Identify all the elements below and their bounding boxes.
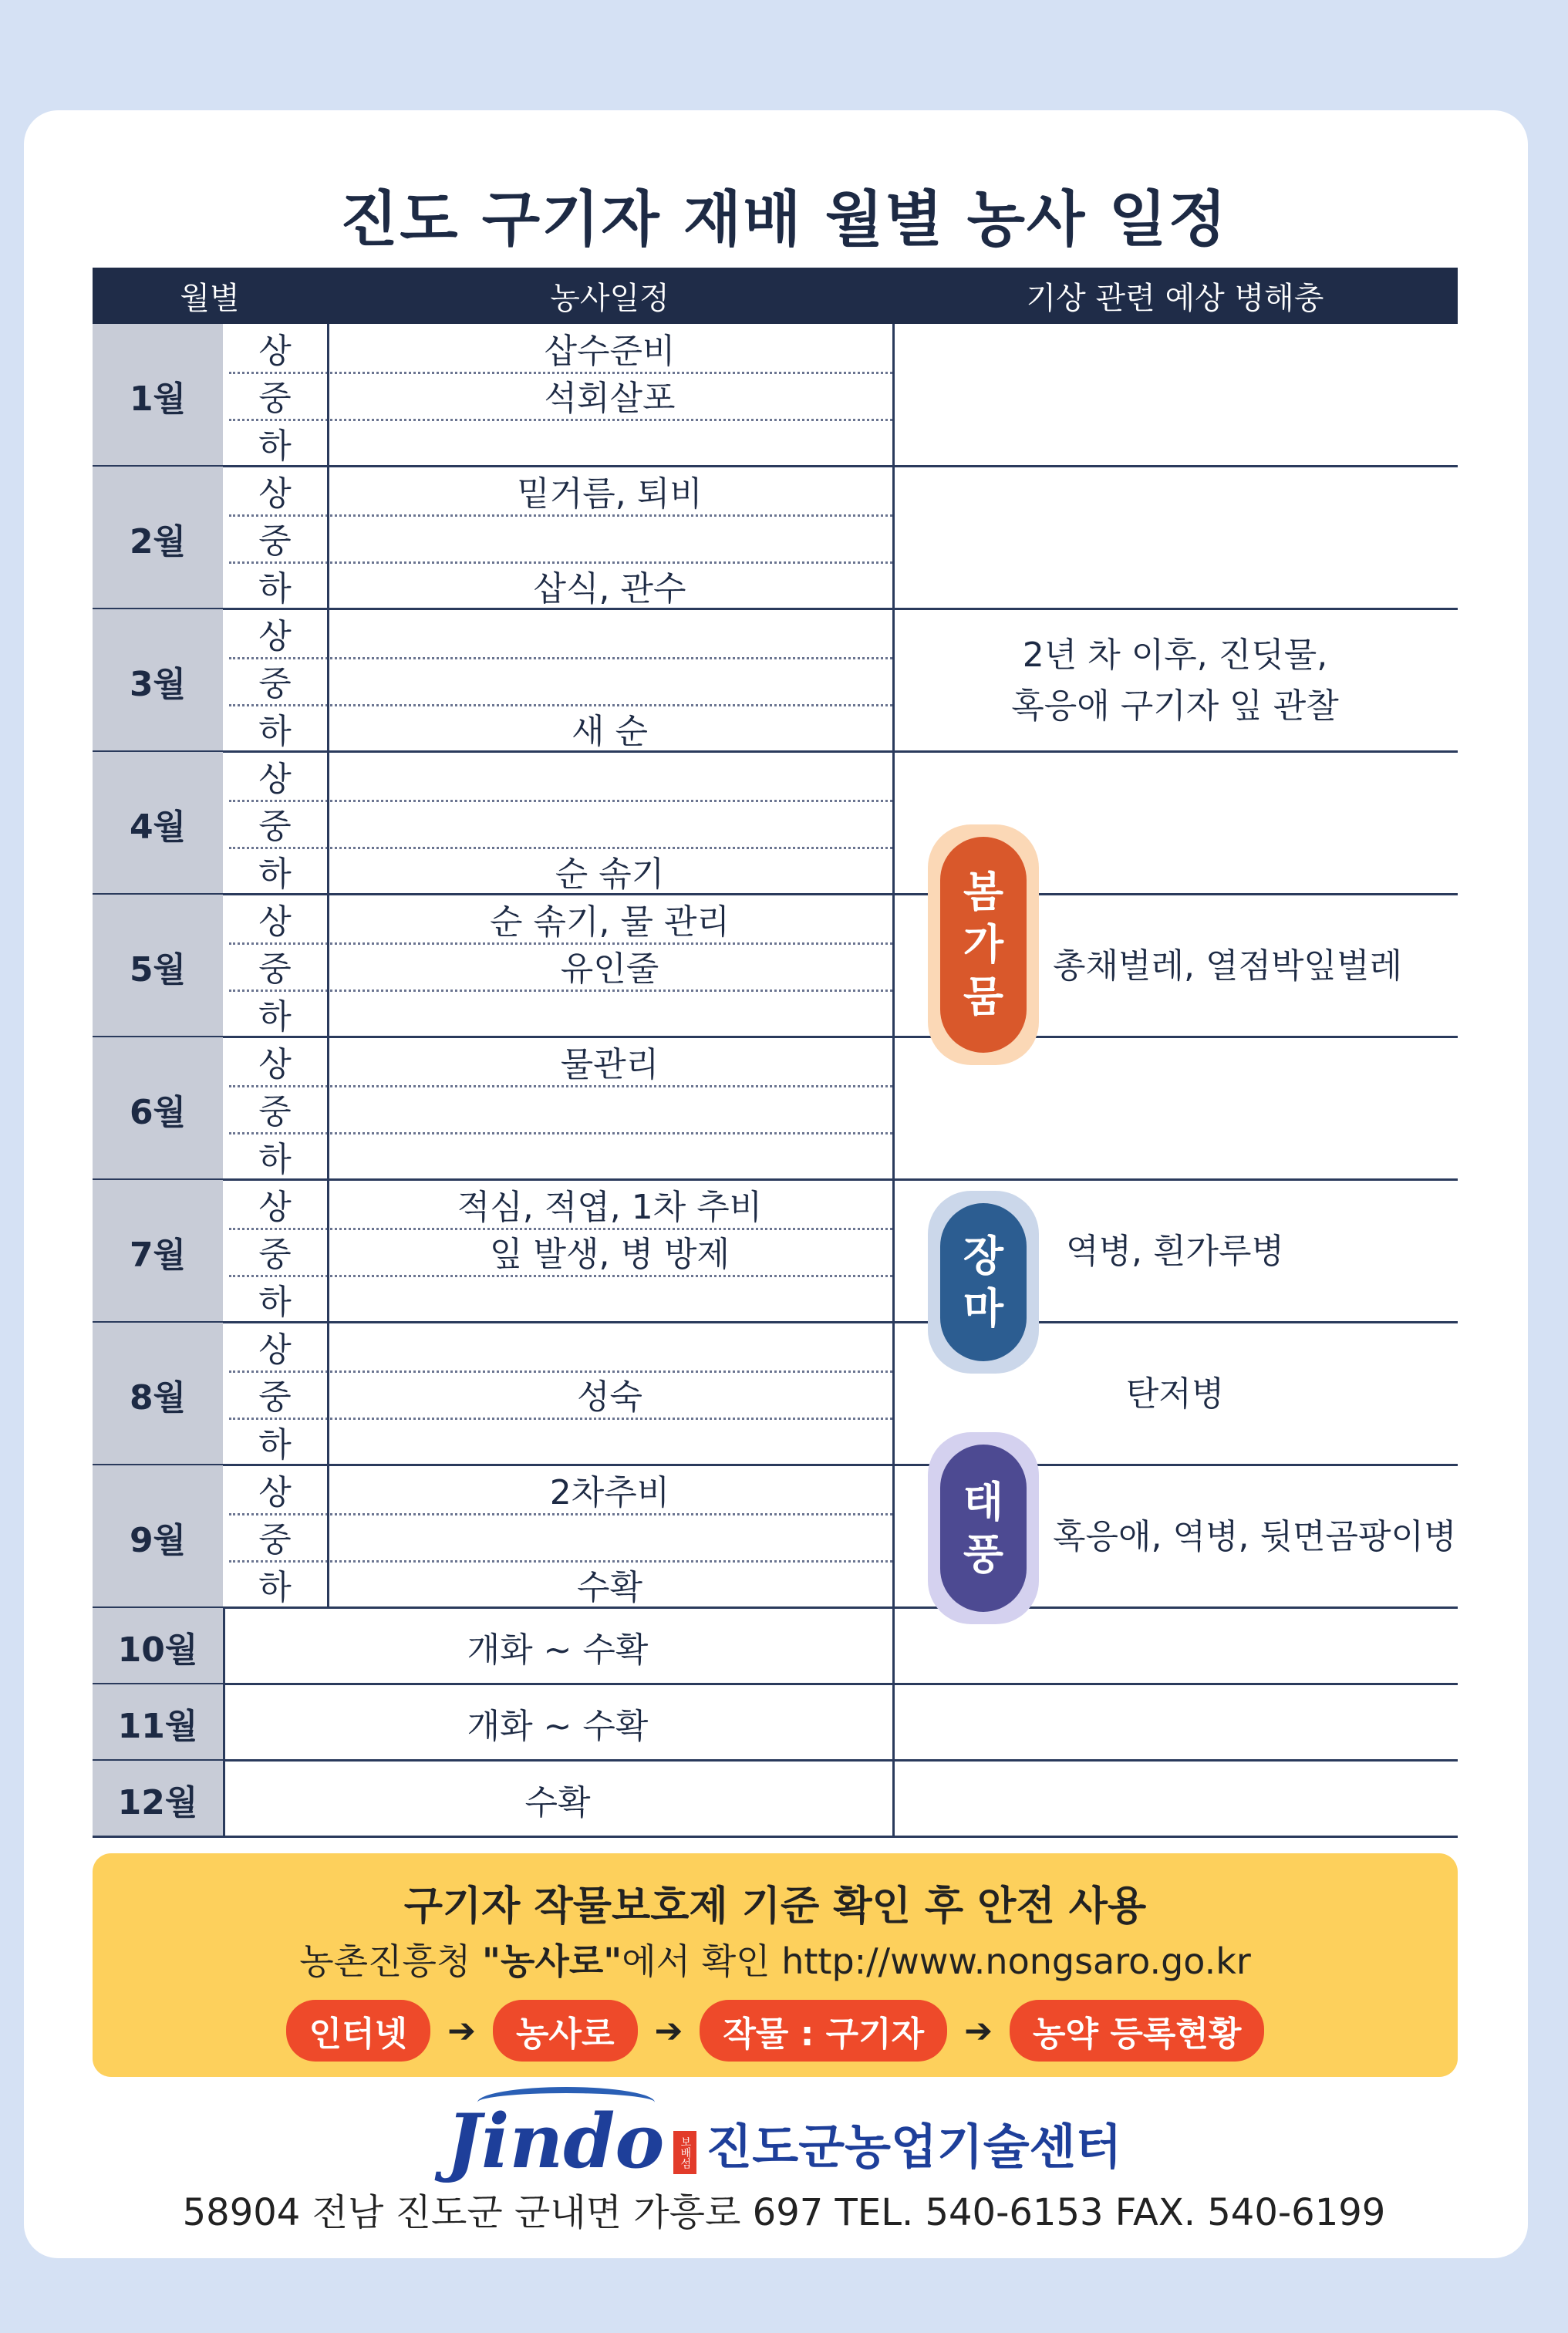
period-label: 중 bbox=[258, 807, 292, 847]
pest-note bbox=[1053, 941, 1546, 992]
period-label: 중 bbox=[258, 1377, 292, 1418]
weather-badge bbox=[940, 837, 1027, 1053]
period-label: 하 bbox=[258, 569, 292, 609]
schedule-item: 개화 ~ 수확 bbox=[467, 1630, 649, 1670]
weather-char: 마 bbox=[963, 1283, 1004, 1333]
month-label: 10월 bbox=[93, 1608, 223, 1684]
column-divider bbox=[892, 324, 895, 1837]
step-badge: 작물 : 구기자 bbox=[700, 2000, 947, 2062]
month-label: 6월 bbox=[93, 1037, 223, 1180]
step-badge: 인터넷 bbox=[286, 2000, 431, 2062]
pest-note-line: 역병, 흰가루병 bbox=[1066, 1231, 1284, 1271]
month-label: 5월 bbox=[93, 895, 223, 1037]
arrow-right-icon: ➔ bbox=[654, 2011, 683, 2051]
period-label: 상 bbox=[258, 1330, 292, 1370]
period-label: 상 bbox=[258, 474, 292, 514]
pest-note bbox=[1053, 1512, 1546, 1563]
schedule-item: 성숙 bbox=[576, 1377, 642, 1418]
schedule-item bbox=[327, 752, 892, 800]
pest-note-line: 총채벌레, 열점박잎벌레 bbox=[1053, 946, 1403, 986]
weather-char: 봄 bbox=[963, 868, 1004, 916]
period-label: 중 bbox=[258, 664, 292, 704]
page-title: 진도 구기자 재배 월별 농사 일정 bbox=[339, 185, 1229, 255]
schedule-item: 삽식, 관수 bbox=[533, 569, 686, 609]
address: 58904 전남 진도군 군내면 가흥로 697 TEL. 540-6153 FAX. 540-6199 bbox=[182, 2191, 1386, 2234]
schedule-item: 순 솎기 bbox=[555, 855, 665, 895]
logo-text: Jindo bbox=[446, 2098, 665, 2185]
period-label: 중 bbox=[258, 949, 292, 990]
month-label: 3월 bbox=[93, 609, 223, 752]
column-divider bbox=[223, 1608, 225, 1837]
month-label: 8월 bbox=[93, 1323, 223, 1465]
period-label: 상 bbox=[258, 1044, 292, 1084]
pest-note bbox=[892, 1369, 1458, 1420]
notice-site-name: "농사로" bbox=[482, 1940, 622, 1982]
schedule-item bbox=[327, 1132, 892, 1180]
schedule-item: 수확 bbox=[576, 1568, 642, 1608]
weather-char: 태 bbox=[963, 1477, 1004, 1526]
schedule-item bbox=[327, 1513, 892, 1561]
schedule-item bbox=[327, 609, 892, 657]
weather-char: 뭄 bbox=[963, 973, 1004, 1021]
jindo-logo bbox=[447, 2098, 665, 2185]
month-label: 9월 bbox=[93, 1465, 223, 1608]
notice-url[interactable]: 에서 확인 http://www.nongsaro.go.kr bbox=[622, 1940, 1251, 1982]
period-label: 상 bbox=[258, 1187, 292, 1227]
month-label: 1월 bbox=[93, 324, 223, 467]
month-label: 2월 bbox=[93, 467, 223, 609]
column-divider bbox=[327, 324, 329, 1608]
weather-char: 가 bbox=[963, 920, 1004, 969]
schedule-item: 삽수준비 bbox=[544, 331, 676, 371]
period-label: 중 bbox=[258, 379, 292, 419]
weather-badge bbox=[940, 1445, 1027, 1612]
org-logo bbox=[0, 2098, 1568, 2185]
month-label: 12월 bbox=[93, 1761, 223, 1837]
period-label: 하 bbox=[258, 1425, 292, 1465]
period-label: 상 bbox=[258, 616, 292, 656]
period-label: 하 bbox=[258, 1568, 292, 1608]
schedule-table bbox=[93, 268, 1458, 1837]
steps-flow bbox=[93, 2000, 1458, 2062]
schedule-item: 유인줄 bbox=[560, 949, 659, 990]
arrow-right-icon: ➔ bbox=[964, 2011, 993, 2051]
period-label: 중 bbox=[258, 1520, 292, 1560]
notice-prefix: 농촌진흥청 bbox=[299, 1940, 482, 1982]
period-label: 하 bbox=[258, 426, 292, 467]
period-label: 중 bbox=[258, 1235, 292, 1275]
month-divider bbox=[93, 1836, 1458, 1838]
weather-badge bbox=[940, 1203, 1027, 1361]
period-label: 상 bbox=[258, 1472, 292, 1512]
schedule-item bbox=[327, 1418, 892, 1465]
pest-note-line: 2년 차 이후, 진딧물, bbox=[1022, 635, 1328, 675]
period-label: 하 bbox=[258, 1283, 292, 1323]
header-month: 월별 bbox=[93, 268, 327, 324]
schedule-item: 밑거름, 퇴비 bbox=[517, 474, 703, 514]
pest-note bbox=[892, 630, 1458, 732]
schedule-item bbox=[327, 514, 892, 562]
schedule-item bbox=[327, 1275, 892, 1323]
notice-line bbox=[93, 1933, 1458, 1984]
period-label: 하 bbox=[258, 712, 292, 752]
month-label: 11월 bbox=[93, 1684, 223, 1761]
pest-note-line: 혹응애, 역병, 뒷면곰팡이병 bbox=[1053, 1516, 1457, 1556]
month-label: 4월 bbox=[93, 752, 223, 895]
period-label: 상 bbox=[258, 902, 292, 942]
period-label: 하 bbox=[258, 997, 292, 1037]
schedule-item bbox=[327, 657, 892, 705]
schedule-item: 2차추비 bbox=[549, 1472, 670, 1512]
schedule-item: 개화 ~ 수확 bbox=[467, 1706, 649, 1746]
pest-note-line: 탄저병 bbox=[1125, 1374, 1225, 1414]
schedule-item bbox=[327, 1085, 892, 1133]
schedule-item: 물관리 bbox=[560, 1044, 659, 1084]
step-badge: 농사로 bbox=[493, 2000, 638, 2062]
schedule-item bbox=[327, 1323, 892, 1370]
schedule-item: 새 순 bbox=[572, 712, 648, 752]
weather-char: 풍 bbox=[963, 1529, 1004, 1579]
period-label: 상 bbox=[258, 759, 292, 799]
step-badge: 농약 등록현황 bbox=[1010, 2000, 1264, 2062]
schedule-item: 수확 bbox=[524, 1782, 591, 1822]
schedule-item bbox=[327, 990, 892, 1037]
notice-box bbox=[93, 1853, 1458, 2077]
period-label: 하 bbox=[258, 1140, 292, 1180]
schedule-item bbox=[327, 800, 892, 848]
month-label: 7월 bbox=[93, 1180, 223, 1323]
period-label: 중 bbox=[258, 1092, 292, 1132]
weather-char: 장 bbox=[963, 1231, 1004, 1280]
header-schedule: 농사일정 bbox=[327, 268, 892, 324]
wave-icon bbox=[477, 2087, 655, 2118]
schedule-item: 적심, 적엽, 1차 추비 bbox=[457, 1187, 763, 1227]
period-label: 중 bbox=[258, 521, 292, 561]
seal-icon: 보배섬 bbox=[673, 2131, 696, 2174]
period-label: 상 bbox=[258, 331, 292, 371]
header-pests: 기상 관련 예상 병해충 bbox=[892, 268, 1458, 324]
schedule-item: 잎 발생, 병 방제 bbox=[490, 1235, 730, 1275]
notice-headline: 구기자 작물보호제 기준 확인 후 안전 사용 bbox=[403, 1883, 1147, 1930]
schedule-item: 순 솎기, 물 관리 bbox=[490, 902, 730, 942]
schedule-item bbox=[327, 419, 892, 467]
schedule-item: 석회살포 bbox=[544, 379, 676, 419]
org-name: 진도군농업기술센터 bbox=[706, 2119, 1122, 2175]
arrow-right-icon: ➔ bbox=[447, 2011, 476, 2051]
period-label: 하 bbox=[258, 855, 292, 895]
pest-note-line: 혹응애 구기자 잎 관찰 bbox=[1011, 686, 1339, 726]
